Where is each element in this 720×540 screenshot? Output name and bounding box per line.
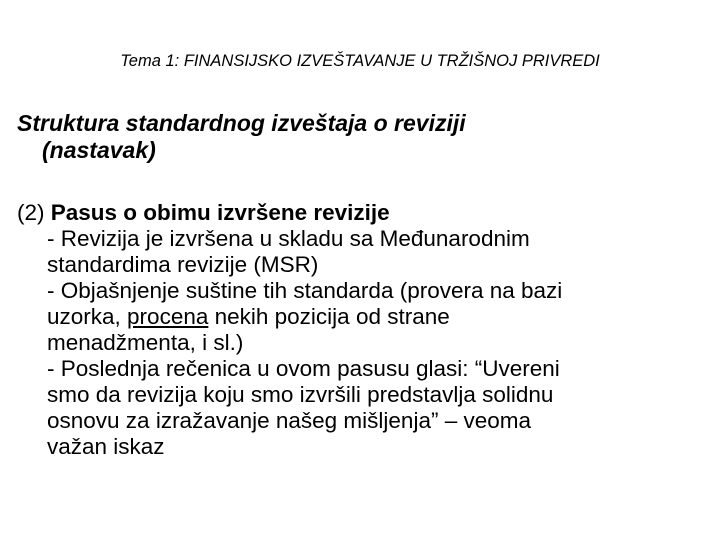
slide-body <box>17 200 707 460</box>
section-number: (2) <box>17 200 45 225</box>
bullet-3-line-4: važan iskaz <box>47 434 165 459</box>
bullet-3-line-3: osnovu za izražavanje našeg mišljenja” – veoma <box>47 408 532 433</box>
bullet-3-line-2: smo da revizija koju smo izvršili predstavlja solidnu <box>47 382 554 407</box>
slide-title <box>17 110 707 164</box>
slide-title-line-2: (nastavak) <box>42 137 156 163</box>
bullet-2-line-2-start: uzorka, <box>47 304 128 329</box>
bullet-item-3 <box>17 356 707 460</box>
slide-header: Tema 1: FINANSIJSKO IZVEŠTAVANJE U TRŽIŠNOJ PRIVREDI <box>120 52 600 70</box>
bullet-item-1 <box>17 226 707 278</box>
bullet-1-line-2: standardima revizije (MSR) <box>47 252 319 277</box>
bullet-2-line-2-end: nekih pozicija od strane <box>208 304 450 329</box>
bullet-2-line-3: menadžmenta, i sl.) <box>47 330 244 355</box>
slide-title-line-1: Struktura standardnog izveštaja o reviziji <box>17 110 466 136</box>
section-heading-text: Pasus o obimu izvršene revizije <box>50 200 390 225</box>
bullet-3-line-1: - Poslednja rečenica u ovom pasusu glasi: “Uvereni <box>47 356 560 381</box>
underlined-word-procena: procena <box>127 304 209 329</box>
bullet-2-line-1: - Objašnjenje suštine tih standarda (provera na bazi <box>47 278 563 303</box>
bullet-1-line-1: - Revizija je izvršena u skladu sa Međunarodnim <box>47 226 530 251</box>
section-heading <box>17 200 707 226</box>
bullet-2-line-2 <box>47 304 707 330</box>
bullet-item-2 <box>17 278 707 356</box>
